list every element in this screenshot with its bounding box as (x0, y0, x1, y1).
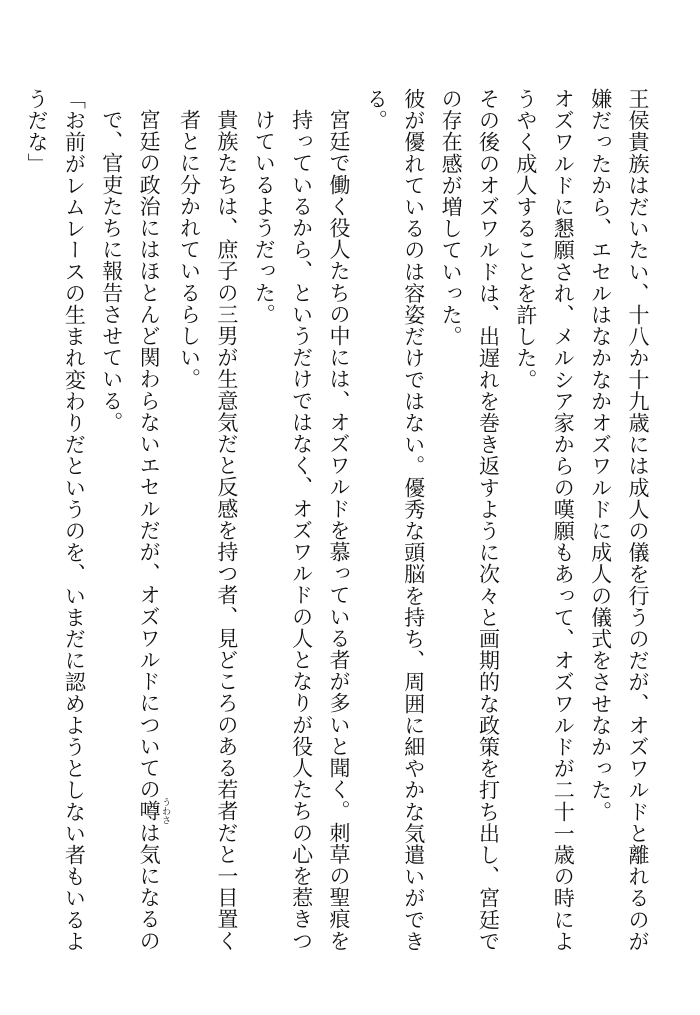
paragraph-3: その後のオズワルドは、出遅れを巻き返すように次々と画期的な政策を打ち出し、宮廷での存在感が増していった。 (439, 88, 501, 952)
ruby-base: 噂 (137, 797, 162, 825)
paragraph-7 (92, 88, 170, 968)
paragraph-6: 貴族たちは、庶子の三男が生意気だと反感を持つ者、見どころのある若者だと一目置く者とに分かれているらしい。 (177, 109, 239, 952)
ruby-reading: うわさ (160, 797, 171, 825)
paragraph-1: 王侯貴族はだいたい、十八か十九歳には成人の儀を行うのだが、オズワルドと離れるのが嫌だったから、エセルはなかなかオズワルドに成人の儀式をさせなかった。 (588, 88, 650, 952)
paragraph-7-text-before: 宮廷の政治にはほとんど関わらないエセルだが、オズワルドについての (137, 109, 162, 801)
paragraph-7-text-after: は気になるので、官吏たちに報告させている。 (99, 109, 162, 952)
paragraph-4: 彼が優れているのは容姿だけではない。優秀な頭脳を持ち、周囲に細やかな気遣いができる。 (364, 88, 426, 952)
paragraph-8-dialogue: 「お前がレムレースの生まれ変わりだというのを、いまだに認めようとしない者もいるようだな」 (25, 88, 87, 952)
ruby-word (137, 797, 171, 825)
paragraph-5: 宮廷で働く役人たちの中には、オズワルドを慕っている者が多いと聞く。刺草の聖痕を持っているから、というだけではなく、オズワルドの人となりが役人たちの心を惹きつけているようだった。 (252, 109, 351, 952)
paragraph-2: オズワルドに懇願され、メルシア家からの嘆願もあって、オズワルドが二十一歳の時にようやく成人することを許した。 (513, 88, 576, 952)
vertical-text-body (25, 88, 656, 968)
